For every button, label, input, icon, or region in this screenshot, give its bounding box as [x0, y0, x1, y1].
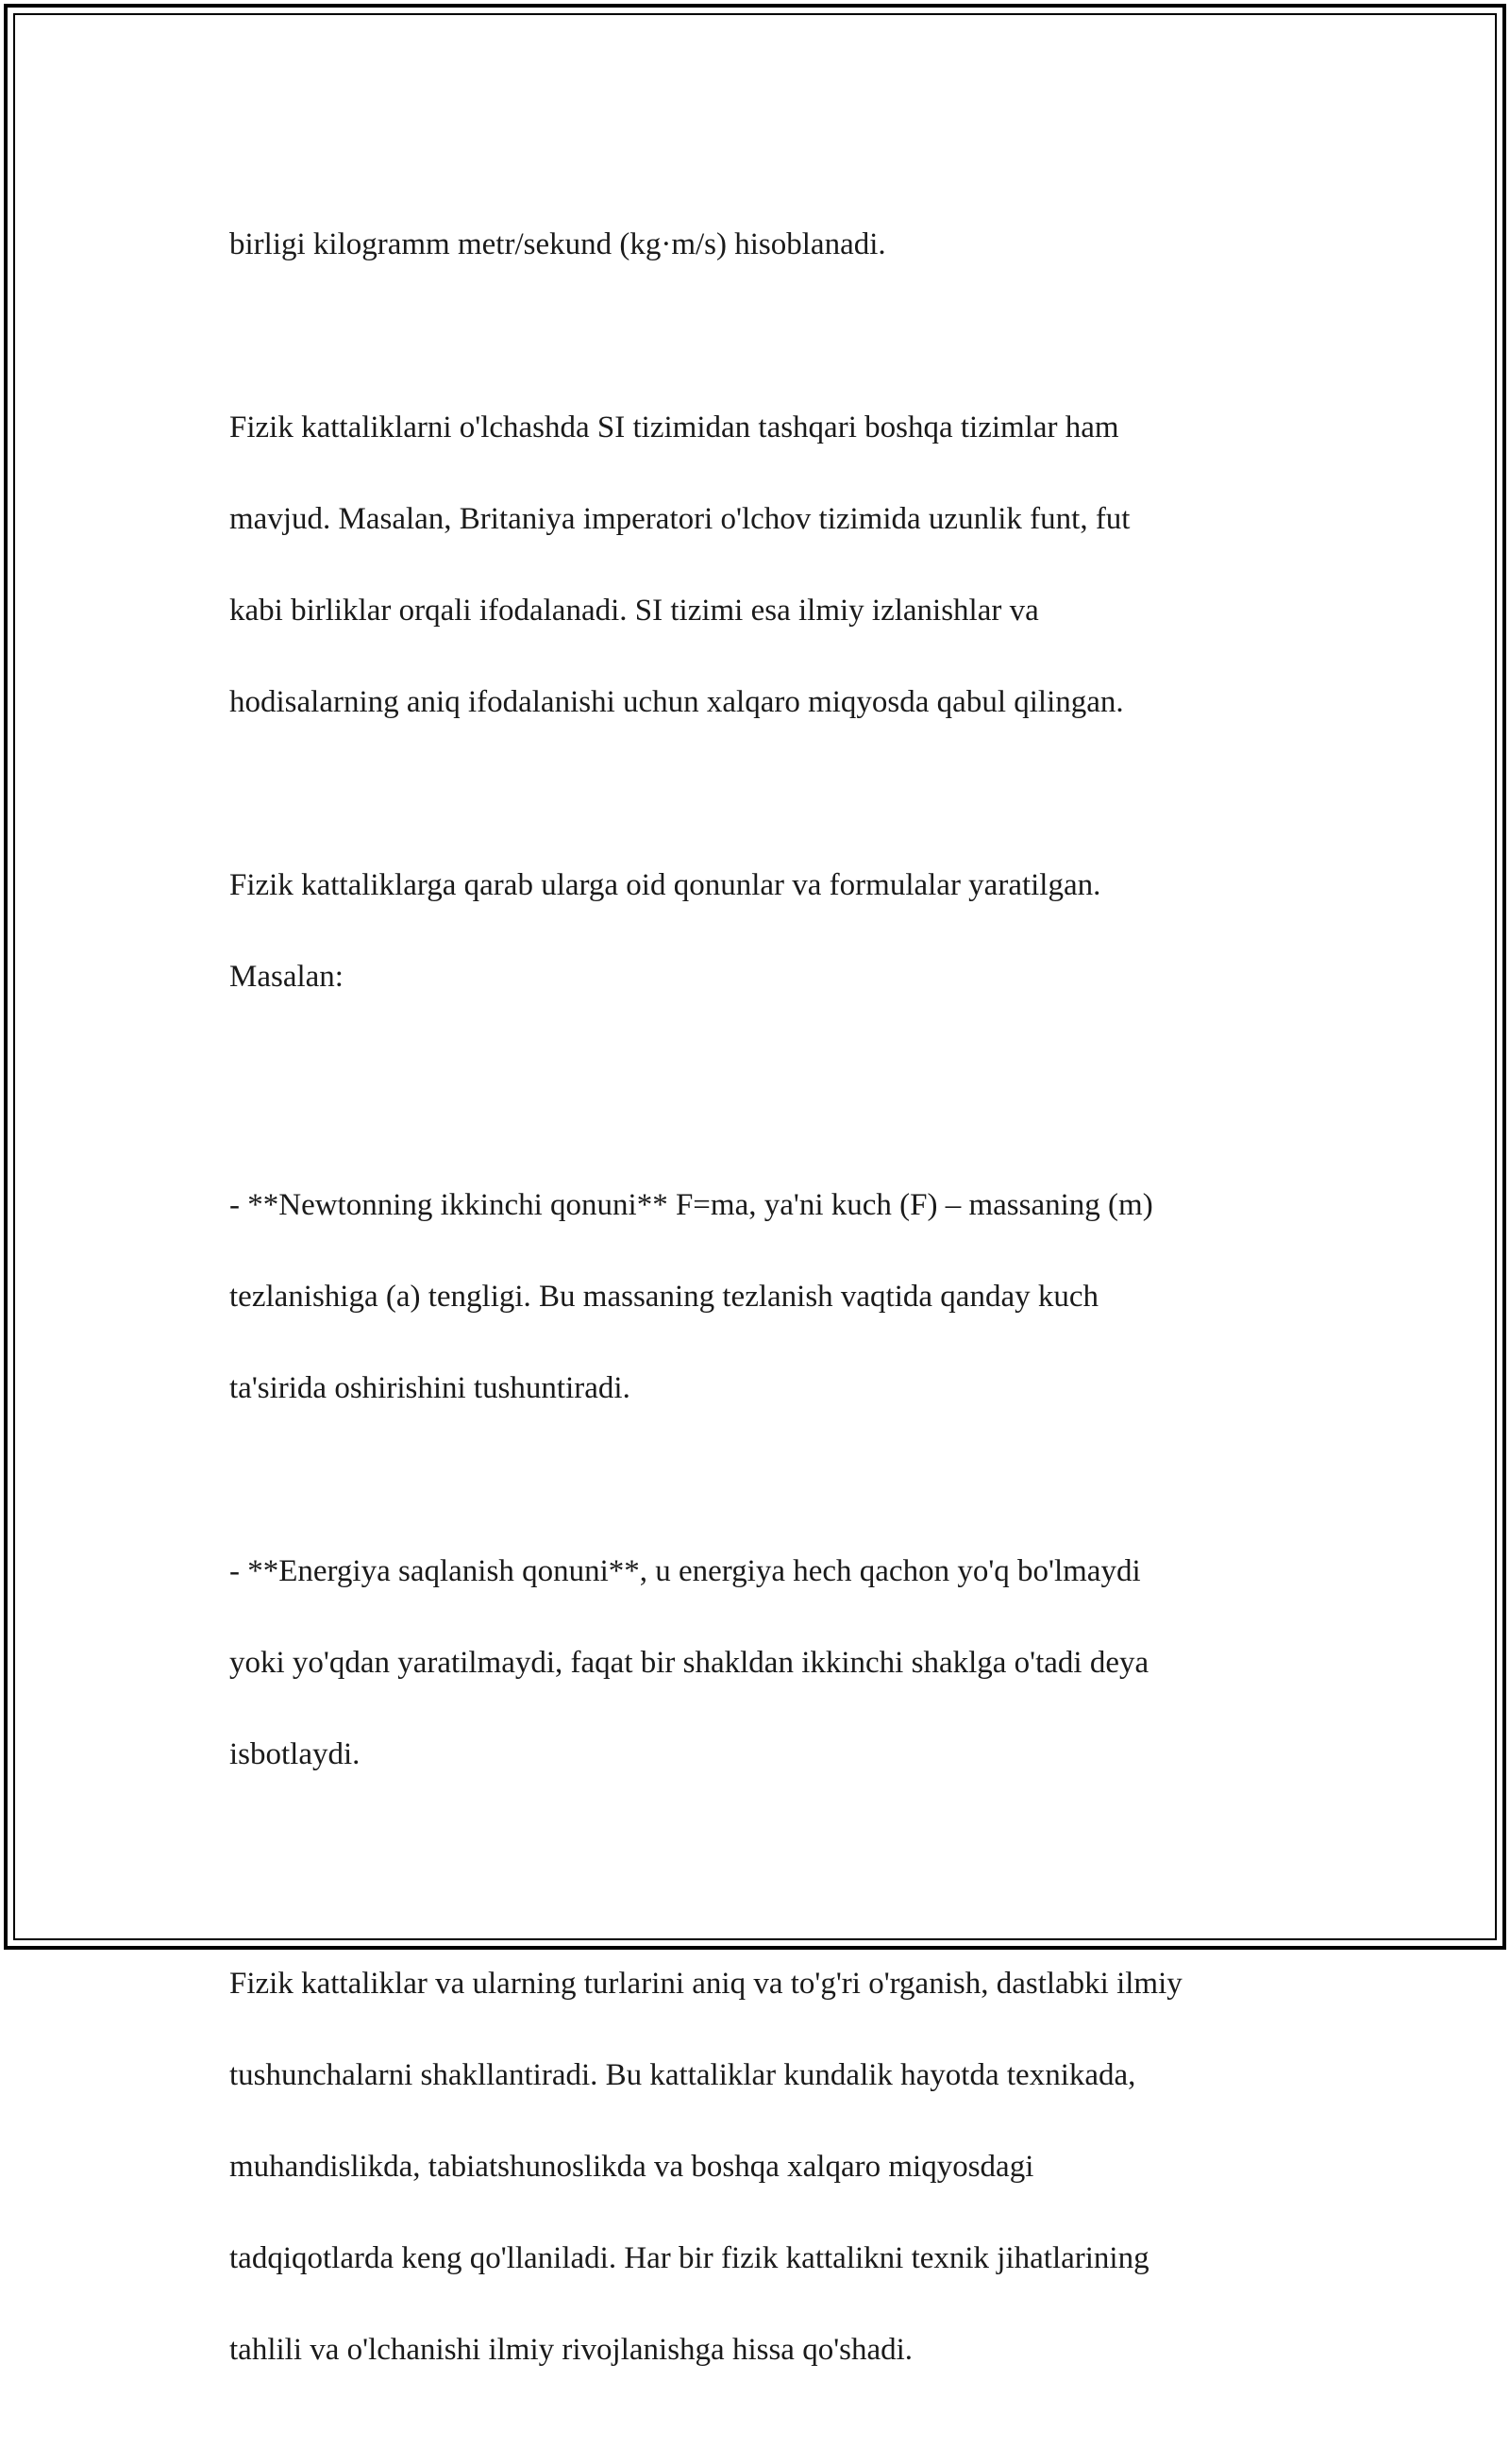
paragraph-1-line: birligi kilogramm metr/sekund (kg·m/s) hisoblanadi. — [229, 226, 886, 261]
paragraph-line: kabi birliklar orqali ifodalanadi. SI tizimi esa ilmiy izlanishlar va — [229, 593, 1039, 628]
laws-list — [229, 1091, 1305, 1869]
paragraph-line: Masalan: — [229, 959, 344, 994]
list-item-line: - **Newtonning ikkinchi qonuni** F=ma, ya'ni kuch (F) – massaning (m) — [229, 1188, 1153, 1222]
list-item-line: isbotlaydi. — [229, 1737, 361, 1771]
paragraph-line: Fizik kattaliklarga qarab ularga oid qonunlar va formulalar yaratilgan. — [229, 867, 1101, 902]
list-item-line: - **Energiya saqlanish qonuni**, u energiya hech qachon yo'q bo'lmaydi — [229, 1554, 1141, 1588]
page-frame — [4, 4, 1506, 2367]
page-body-text — [229, 176, 1305, 2464]
list-item-line: yoki yo'qdan yaratilmaydi, faqat bir shakldan ikkinchi shaklga o'tadi deya — [229, 1646, 1149, 1680]
paragraph-laws-intro — [229, 816, 1305, 1046]
paragraph-1 — [229, 176, 1305, 313]
paragraph-conclusion — [229, 1915, 1305, 2419]
paragraph-line: Fizik kattaliklar va ularning turlarini aniq va to'g'ri o'rganish, dastlabki ilmiy — [229, 1966, 1183, 2001]
paragraph-line: tahlili va o'lchanishi ilmiy rivojlanishga hissa qo'shadi. — [229, 2332, 914, 2367]
paragraph-line: mavjud. Masalan, Britaniya imperatori o'lchov tizimida uzunlik funt, fut — [229, 501, 1131, 536]
paragraph-line: tadqiqotlarda keng qo'llaniladi. Har bir fizik kattalikni texnik jihatlarining — [229, 2240, 1149, 2275]
paragraph-line: Fizik kattaliklarni o'lchashda SI tizimidan tashqari boshqa tizimlar ham — [229, 410, 1119, 444]
paragraph-line: muhandislikda, tabiatshunoslikda va boshqa xalqaro miqyosdagi — [229, 2149, 1034, 2184]
list-item-energy-law — [229, 1503, 1305, 1824]
list-item-line: ta'sirida oshirishini tushuntiradi. — [229, 1371, 630, 1405]
list-item-newton-law — [229, 1137, 1305, 1458]
paragraph-line: hodisalarning aniq ifodalanishi uchun xalqaro miqyosda qabul qilingan. — [229, 684, 1124, 719]
paragraph-line: tushunchalarni shakllantiradi. Bu kattaliklar kundalik hayotda texnikada, — [229, 2057, 1136, 2092]
paragraph-si-systems — [229, 359, 1305, 771]
list-item-line: tezlanishiga (a) tengligi. Bu massaning tezlanish vaqtida qanday kuch — [229, 1280, 1099, 1314]
